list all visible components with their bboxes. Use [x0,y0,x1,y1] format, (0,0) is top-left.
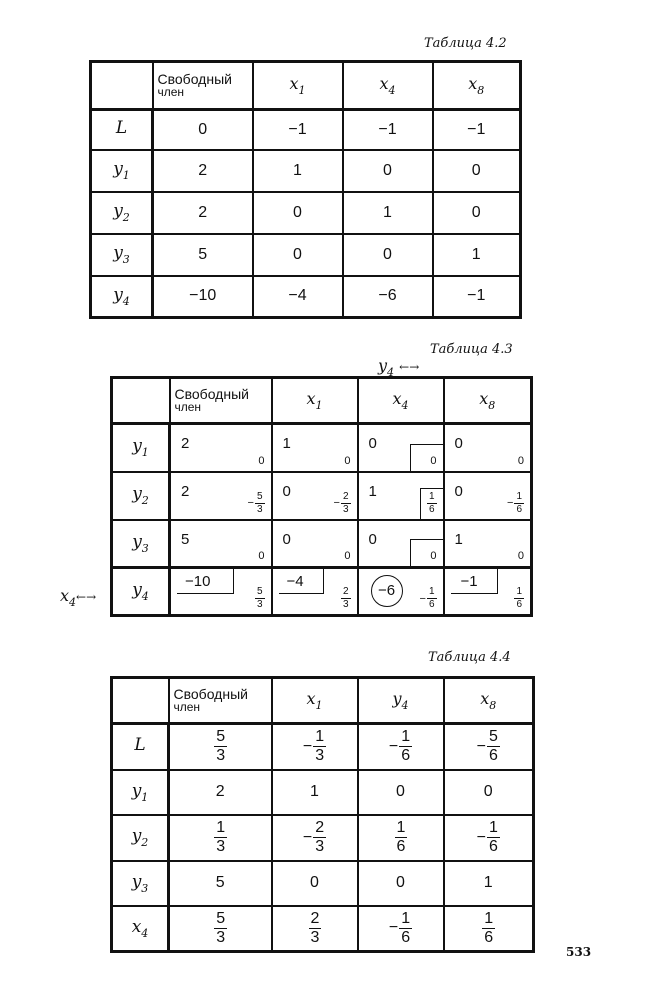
table-row [91,110,521,150]
table-cell: −1 [253,110,343,150]
leaving-variable-marker: $x_4\leftarrow\to$ [60,586,97,609]
table-cell: 2 [153,150,253,192]
table-row [112,770,534,815]
table-cell: − $\frac{1}{6}$ [358,724,444,770]
caption-table-4-3: Таблица 4.3 [430,342,513,357]
table-cell: − $\frac{5}{6}$ [444,724,534,770]
split-cell: 0 0 [272,520,358,568]
free-term-header: Свободный член [153,62,253,110]
table-cell: 0 [253,192,343,234]
pivot-cell: −6 − $\frac{1}{6}$ [358,568,444,616]
table-row [112,424,532,472]
free-term-header: Свободный член [170,378,272,424]
table-cell: − $\frac{1}{3}$ [272,724,358,770]
row-header: $y_3$ [91,234,153,276]
pivot-row [112,568,532,616]
col-header: $x_8$ [444,378,532,424]
table-cell: $\frac{1}{3}$ [169,815,272,861]
table-cell: 0 [433,192,521,234]
table-cell: − $\frac{2}{3}$ [272,815,358,861]
table-row [112,724,534,770]
table-cell: 5 [153,234,253,276]
page-number: 533 [566,945,592,959]
table-row [91,150,521,192]
caption-table-4-2: Таблица 4.2 [424,36,507,51]
table-cell: 0 [343,234,433,276]
row-header: $y_1$ [91,150,153,192]
corner-cell [112,678,169,724]
corner-cell [112,378,170,424]
table-cell: 2 [153,192,253,234]
table-row [112,472,532,520]
row-header: L [112,724,169,770]
split-cell: 5 0 [170,520,272,568]
table-cell: −1 [433,110,521,150]
table-cell: $\frac{5}{3}$ [169,906,272,952]
table-4-2 [89,60,522,319]
split-cell: 2 0 [170,424,272,472]
row-header: $x_4$ [112,906,169,952]
row-header: $y_3$ [112,520,170,568]
table-cell: $\frac{1}{6}$ [358,815,444,861]
table-cell: −1 [433,276,521,318]
table-cell: $\frac{2}{3}$ [272,906,358,952]
row-header: $y_4$ [112,568,170,616]
split-cell: −4 $\frac{2}{3}$ [272,568,358,616]
col-header: $y_4$ [358,678,444,724]
row-header: $y_4$ [91,276,153,318]
row-header: $y_1$ [112,424,170,472]
table-cell: 5 [169,861,272,906]
row-header: $y_2$ [112,472,170,520]
split-cell: 0 0 [444,424,532,472]
table-4-4 [110,676,535,953]
col-header: $x_4$ [343,62,433,110]
split-cell: 1 0 [272,424,358,472]
row-header: $y_2$ [91,192,153,234]
table-cell: 0 [153,110,253,150]
table-row [91,276,521,318]
corner-cell [91,62,153,110]
split-cell: 1 0 [444,520,532,568]
col-header: $x_1$ [272,678,358,724]
split-cell: 0 0 [358,520,444,568]
table-cell: 0 [433,150,521,192]
col-header: $x_8$ [444,678,534,724]
table-4-3 [110,376,533,617]
table-row [112,815,534,861]
table-cell: 0 [272,861,358,906]
table-cell: −6 [343,276,433,318]
table-row [112,906,534,952]
col-header: $x_4$ [358,378,444,424]
table-cell: 0 [343,150,433,192]
table-cell: 0 [253,234,343,276]
table-cell: $\frac{5}{3}$ [169,724,272,770]
table-row [112,861,534,906]
split-cell: 0 − $\frac{1}{6}$ [444,472,532,520]
table-cell: −10 [153,276,253,318]
caption-table-4-4: Таблица 4.4 [428,650,511,665]
table-cell: 1 [272,770,358,815]
split-cell: 1 $\frac{1}{6}$ [358,472,444,520]
table-cell: $\frac{1}{6}$ [444,906,534,952]
table-cell: − $\frac{1}{6}$ [358,906,444,952]
table-cell: 0 [444,770,534,815]
col-header: $x_1$ [272,378,358,424]
table-row [91,192,521,234]
table-cell: 0 [358,861,444,906]
table-row [91,234,521,276]
table-cell: −1 [343,110,433,150]
free-term-header: Свободный член [169,678,272,724]
row-header: $y_1$ [112,770,169,815]
entering-variable-marker: $y_4$ ←→ [378,356,420,379]
table-cell: 0 [358,770,444,815]
row-header: $y_3$ [112,861,169,906]
split-cell: 2 − $\frac{5}{3}$ [170,472,272,520]
row-header: $y_2$ [112,815,169,861]
split-cell: 0 0 [358,424,444,472]
row-header: L [91,110,153,150]
col-header: $x_1$ [253,62,343,110]
split-cell: 0 − $\frac{2}{3}$ [272,472,358,520]
pivot-element: −6 [371,575,403,607]
split-cell: −1 $\frac{1}{6}$ [444,568,532,616]
table-cell: −4 [253,276,343,318]
split-cell: −10 $\frac{5}{3}$ [170,568,272,616]
table-cell: 1 [253,150,343,192]
table-row [112,520,532,568]
table-cell: 1 [433,234,521,276]
table-cell: − $\frac{1}{6}$ [444,815,534,861]
table-cell: 1 [444,861,534,906]
table-cell: 1 [343,192,433,234]
col-header: $x_8$ [433,62,521,110]
table-cell: 2 [169,770,272,815]
